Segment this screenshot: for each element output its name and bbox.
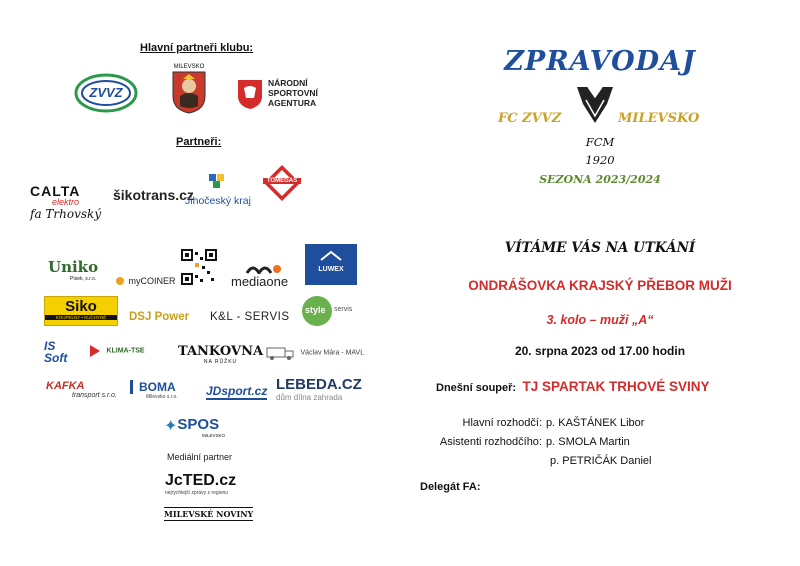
fcm-label: FCM	[585, 135, 615, 149]
competition-name: ONDRÁŠOVKA KRAJSKÝ PŘEBOR MUŽI	[468, 278, 732, 293]
calta-sub: elektro	[52, 197, 80, 207]
vaclav-mara-logo	[266, 344, 364, 362]
mediaone-logo	[231, 262, 288, 289]
milevsko-crest-label: MILEVSKO	[173, 64, 205, 70]
official-label: Hlavní rozhodčí:	[462, 417, 542, 429]
tankovna-sub: NA RŮŽKU	[203, 359, 238, 365]
tomegas-text: TOMEGAS	[263, 178, 301, 184]
siko-text: Siko	[65, 298, 97, 315]
klima-emblem	[88, 343, 102, 359]
jihocesky-text: Jihočeský kraj	[185, 195, 251, 207]
kafka-text: KAFKA	[46, 380, 85, 392]
jdsport-logo: JDsport.cz	[206, 384, 268, 398]
opponent-row	[436, 378, 710, 396]
jcted-logo	[165, 472, 236, 496]
tomegas-logo	[263, 164, 301, 202]
calta-brand: CALTA	[30, 183, 81, 199]
uniko-logo	[48, 258, 98, 282]
milevsko-crest	[170, 64, 208, 114]
main-partners-header: Hlavní partneři klubu:	[140, 42, 254, 54]
luwex-emblem	[319, 250, 343, 262]
mediaone-text: mediaone	[231, 274, 289, 289]
tankovna-text: TANKOVNA	[178, 344, 264, 359]
founded-year: 1920	[585, 153, 615, 167]
match-date: 20. srpna 2023 od 17.00 hodin	[514, 344, 686, 358]
nsa-logo	[236, 78, 346, 114]
bulletin-panel	[400, 0, 800, 566]
lebeda-logo	[276, 376, 362, 402]
star-icon: ✦	[164, 418, 178, 435]
official-name: p. KAŠTÁNEK Libor	[546, 417, 645, 429]
nsa-line-1: NÁRODNÍ	[268, 78, 308, 88]
uniko-sub: Písek, s.r.o.	[70, 276, 97, 282]
official-name: p. PETRIČÁK Daniel	[550, 455, 652, 467]
spos-sub: MILEVSKO	[202, 433, 226, 438]
sikotrans-logo: šikotrans.cz	[113, 187, 194, 203]
calta-logo	[30, 183, 101, 221]
dsj-power-logo: DSJ Power	[129, 311, 190, 323]
calta-script: fa Trhovský	[30, 207, 102, 221]
welcome-heading: VÍTÁME VÁS NA UTKÁNÍ	[504, 240, 696, 256]
zvvz-logo	[74, 72, 138, 114]
coin-icon	[116, 277, 124, 285]
bulletin-title: ZPRAVODAJ	[504, 46, 696, 77]
tankovna-logo	[178, 344, 263, 365]
style-sub: servis	[334, 306, 353, 313]
spos-logo	[164, 416, 225, 438]
partners-header: Partneři:	[176, 136, 222, 148]
jihocesky-emblem	[207, 172, 229, 190]
style-servis-logo	[302, 296, 360, 326]
milevske-noviny-logo: MILEVSKÉ NOVINY	[164, 509, 254, 519]
lebeda-sub: dům dílna zahrada	[276, 393, 343, 402]
official-name: p. SMOLA Martin	[546, 436, 630, 448]
official-label: Asistenti rozhodčího:	[439, 436, 542, 448]
mediaone-emblem	[245, 262, 285, 274]
opponent-label: Dnešní soupeř:	[436, 382, 517, 394]
boma-text: BOMA	[130, 380, 178, 394]
club-name-right: MILEVSKO	[618, 111, 700, 126]
mycoiner-logo	[116, 272, 175, 290]
nsa-line-2: SPORTOVNÍ	[268, 88, 318, 98]
luwex-logo	[305, 244, 357, 285]
style-text: style	[305, 305, 326, 315]
is-soft-logo: IS Soft	[44, 339, 68, 365]
season-label: SEZONA 2023/2024	[539, 173, 661, 186]
zvvz-logo-text: ZVVZ	[89, 85, 123, 100]
mycoiner-text: myCOINER	[128, 275, 176, 286]
klima-logo	[88, 342, 145, 360]
opponent-name: TJ SPARTAK TRHOVÉ SVINY	[522, 379, 710, 394]
boma-sub: Milevsko s.r.o.	[146, 394, 178, 400]
klima-text: KLIMA-TSE	[106, 347, 145, 355]
jcted-sub: nejrychlejší zprávy z regionu	[165, 490, 229, 496]
qr-code-icon	[181, 249, 217, 285]
jihocesky-logo	[182, 172, 254, 207]
luwex-text: LUWEX	[318, 266, 344, 273]
siko-logo	[44, 296, 118, 326]
truck-icon	[266, 345, 296, 361]
kl-servis-logo: K&L - SERVIS	[210, 311, 290, 323]
siko-sub: KOUPELNY • KUCHYNĚ	[45, 315, 117, 320]
delegate-label: Delegát FA:	[420, 481, 481, 493]
round-label: 3. kolo – muži „A“	[546, 313, 654, 327]
lebeda-text: LEBEDA.CZ	[276, 376, 362, 393]
boma-logo	[130, 380, 178, 400]
fcm-crest	[574, 84, 616, 124]
nsa-line-3: AGENTURA	[268, 98, 317, 108]
media-partner-label: Mediální partner	[167, 452, 233, 462]
kafka-logo	[46, 380, 117, 399]
uniko-text: Uniko	[48, 258, 99, 276]
club-name-left: FC ZVVZ	[498, 111, 562, 126]
jcted-text: JcTED.cz	[165, 472, 237, 489]
spos-text: SPOS	[177, 416, 220, 433]
kafka-sub: transport s.r.o.	[72, 392, 117, 399]
vaclav-text: Václav Mára - MAVL	[300, 349, 365, 357]
